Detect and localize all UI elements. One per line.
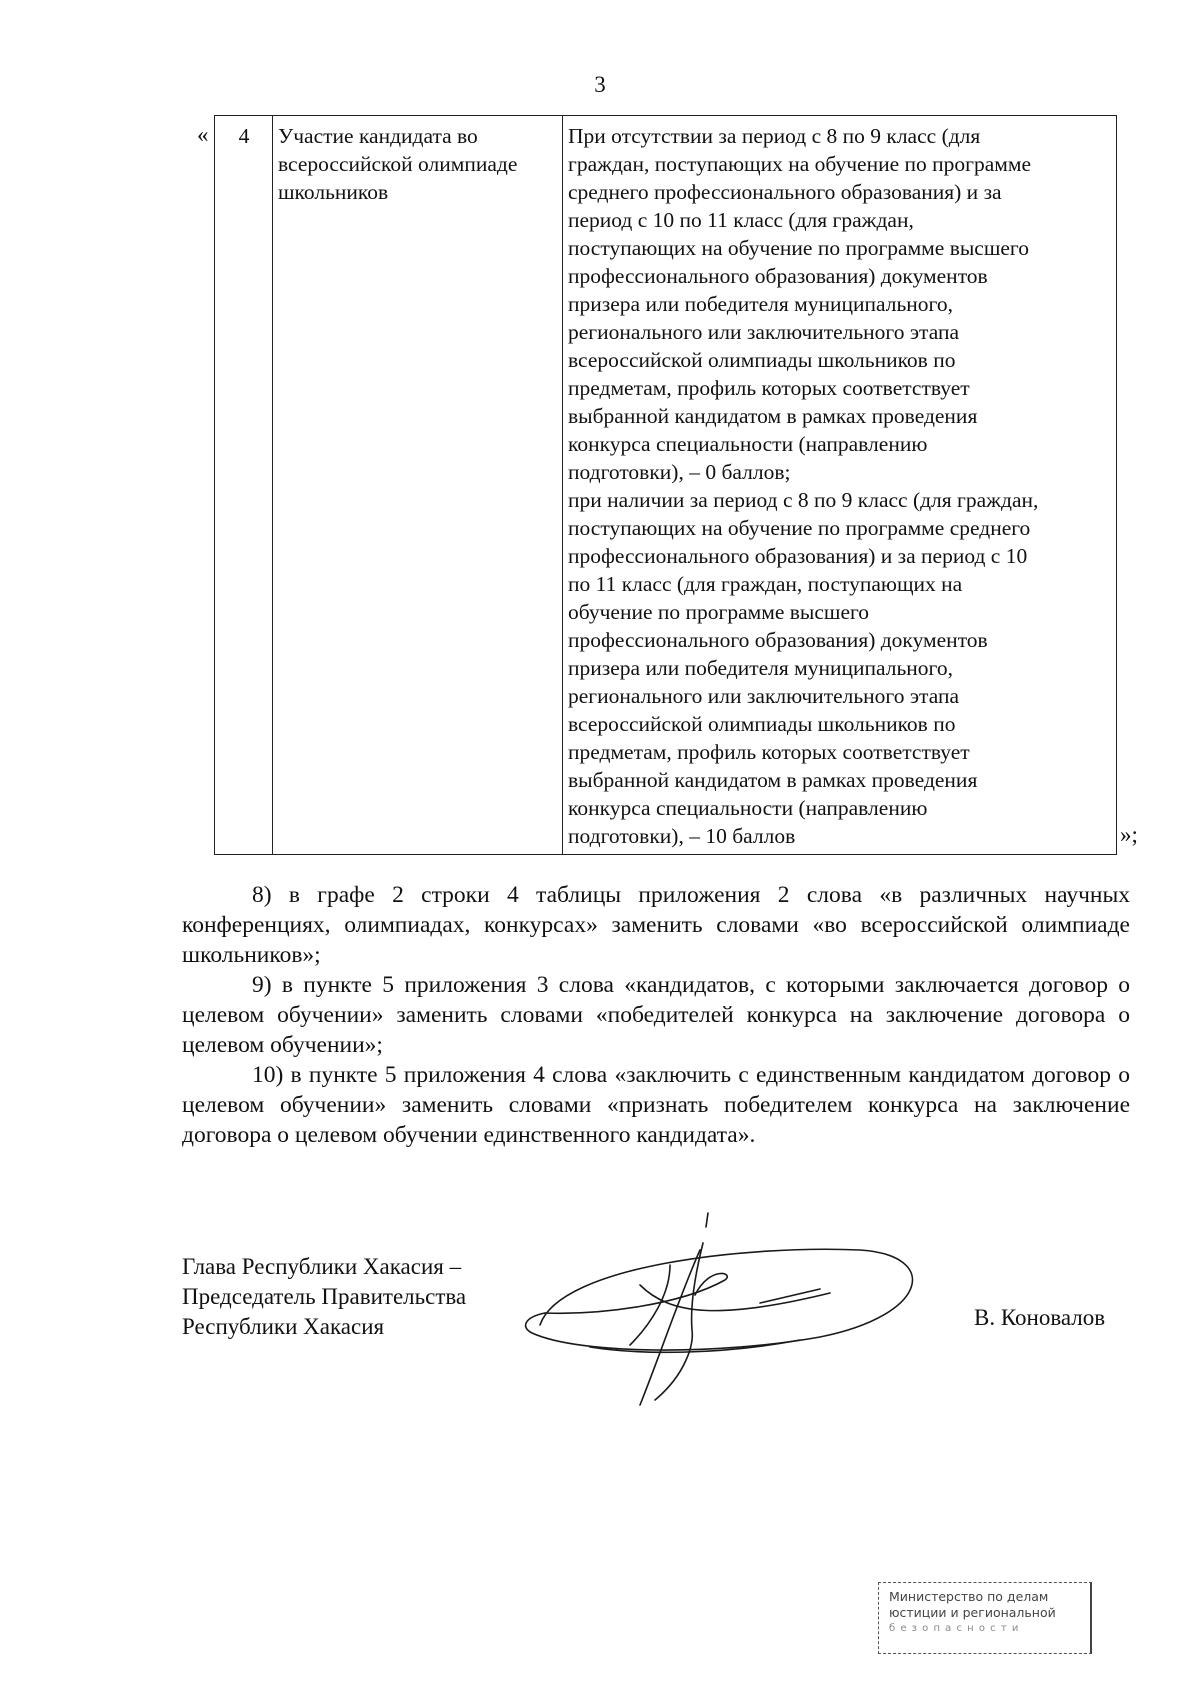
amendment-paragraphs [182, 880, 1130, 1150]
scoring-line: всероссийской олимпиады школьников по [568, 712, 956, 736]
scoring-line: при наличии за период с 8 по 9 класс (для граждан, [568, 488, 1039, 512]
scoring-line: среднего профессионального образования) и за [568, 180, 1002, 204]
scoring-line: При отсутствии за период с 8 по 9 класс (для [568, 124, 981, 148]
scoring-line: поступающих на обучение по программе высшего [568, 236, 1029, 260]
stamp-line: б е з о п а с н о с т и [889, 1623, 1020, 1634]
scoring-line: подготовки), – 0 баллов; [568, 460, 791, 484]
scoring-line: регионального или заключительного этапа [568, 684, 960, 708]
scoring-line: граждан, поступающих на обучение по программе [568, 152, 1032, 176]
page-number: 3 [594, 72, 606, 97]
scoring-line: предметам, профиль которых соответствует [568, 740, 970, 764]
paragraph-10: 10) в пункте 5 приложения 4 слова «заключить с единственным кандидатом договор о целевом обучении» заменить словами «признать победителем конкурса на заключение договора о целевом обучении единственного кандидата». [182, 1062, 1130, 1148]
paragraph-8: 8) в графе 2 строки 4 таблицы приложения 2 слова «в различных научных конференциях, олимпиадах, конкурсах» заменить словами «во всероссийской олимпиаде школьников»; [182, 882, 1130, 968]
table-row [215, 116, 1117, 855]
signatory-title [182, 1252, 466, 1342]
scoring-line: всероссийской олимпиады школьников по [568, 348, 956, 372]
signatory-title-line: Республики Хакасия [182, 1314, 385, 1339]
registration-stamp [878, 1582, 1092, 1654]
criterion-name: Участие кандидата во всероссийской олимпиаде школьников [278, 124, 518, 204]
scoring-line: обучение по программе высшего [568, 600, 870, 624]
quote-close-mark: »; [1120, 822, 1138, 847]
scoring-line: выбранной кандидатом в рамках проведения [568, 768, 978, 792]
scoring-line: профессионального образования) и за период с 10 [568, 544, 1028, 568]
scoring-line: подготовки), – 10 баллов [568, 824, 796, 848]
scoring-line: конкурса специальности (направлению [568, 796, 928, 820]
scoring-line: профессионального образования) документов [568, 628, 988, 652]
scoring-line: призера или победителя муниципального, [568, 292, 953, 316]
scoring-line: профессионального образования) документов [568, 264, 988, 288]
scoring-line: конкурса специальности (направлению [568, 432, 928, 456]
scoring-line: предметам, профиль которых соответствует [568, 376, 970, 400]
scoring-line: регионального или заключительного этапа [568, 320, 960, 344]
criterion-name-cell [273, 116, 563, 855]
scoring-text [568, 122, 1112, 850]
signatory-title-line: Председатель Правительства [182, 1284, 467, 1309]
scoring-line: поступающих на обучение по программе среднего [568, 516, 1031, 540]
stamp-line: Министерство по делам [889, 1589, 1049, 1604]
scoring-cell [563, 116, 1117, 855]
signatory-title-line: Глава Республики Хакасия – [182, 1254, 462, 1279]
stamp-line: юстиции и региональной [889, 1605, 1056, 1620]
signatory-name: В. Коновалов [974, 1305, 1106, 1330]
paragraph-9: 9) в пункте 5 приложения 3 слова «кандидатов, с которыми заключается договор о целевом обучении» заменить словами «победителей конкурса на заключение договора о целевом обучении»; [182, 972, 1130, 1058]
scoring-line: выбранной кандидатом в рамках проведения [568, 404, 978, 428]
quote-open-mark: « [197, 122, 209, 147]
criteria-table [214, 115, 1117, 855]
scoring-line: период с 10 по 11 класс (для граждан, [568, 208, 914, 232]
scoring-line: призера или победителя муниципального, [568, 656, 953, 680]
scoring-line: по 11 класс (для граждан, поступающих на [568, 572, 963, 596]
handwritten-signature [520, 1205, 940, 1420]
row-number-cell: 4 [215, 116, 273, 855]
